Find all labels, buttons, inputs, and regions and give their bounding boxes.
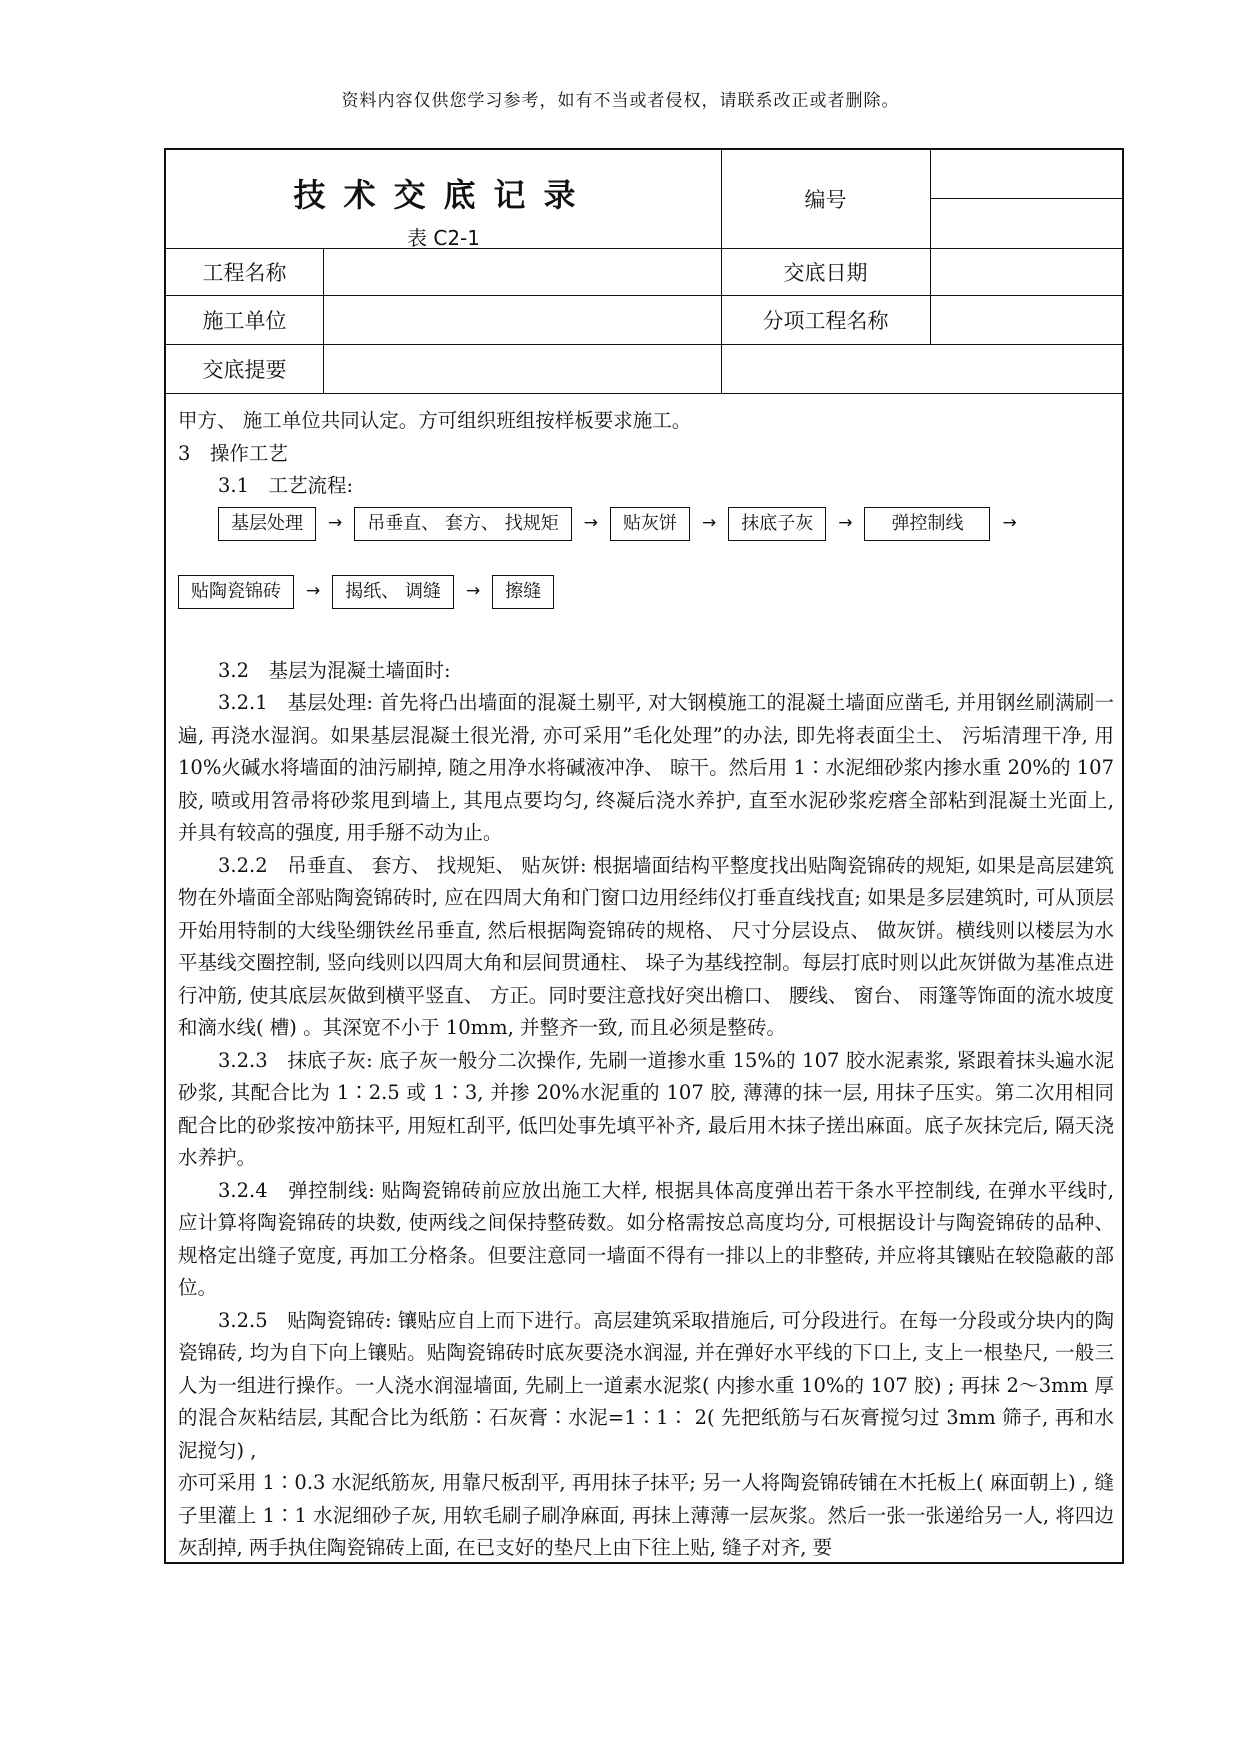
record-form — [164, 148, 1124, 1564]
number-label: 编号 — [804, 188, 847, 212]
contractor-label: 施工单位 — [202, 308, 287, 333]
arrow-icon: → — [701, 513, 717, 534]
section-heading: 3.1 工艺流程: — [218, 474, 354, 497]
paragraph: 3.2.3 抹底子灰: 底子灰一般分二次操作, 先刷一道掺水重 15%的 107 胶水泥素浆, 紧跟着抹头遍水泥砂浆, 其配合比为 1∶2.5 或 1∶3, 并掺 20%水泥重的 107 胶, 薄薄的抹一层, 用抹子压实。第二次用相同配合比的砂浆按冲筋抹平, 用短杠刮平, 低凹处事先填平补齐, 最后用木抹子搓出麻面。底子灰抹完后, 隔天浇水养护。 — [178, 1048, 1114, 1169]
divider — [930, 150, 931, 344]
divider — [930, 198, 1124, 199]
flow-step: 吊垂直、 套方、 找规矩 — [354, 507, 571, 541]
flow-step: 揭纸、 调缝 — [332, 575, 454, 609]
paragraph: 甲方、 施工单位共同认定。方可组织班组按样板要求施工。 — [178, 409, 692, 432]
flow-step: 弹控制线 — [864, 507, 990, 541]
flow-step: 贴陶瓷锦砖 — [178, 575, 294, 609]
section-heading: 3.2 基层为混凝土墙面时: — [218, 658, 451, 682]
arrow-icon: → — [1002, 513, 1017, 534]
process-flow-row — [178, 575, 1114, 609]
summary-label: 交底提要 — [202, 357, 287, 382]
paragraph: 3.2.4 弹控制线: 贴陶瓷锦砖前应放出施工大样, 根据具体高度弹出若干条水平控制线, 在弹水平线时, 应计算将陶瓷锦砖的块数, 使两线之间保持整砖数。如分格需按总高度均分, 可根据设计与陶瓷锦砖的品种、 规格定出缝子宽度, 再加工分格条。但要注意同一墙面不得有一排以上的非整砖, 并应将其镶贴在较隐蔽的部位。 — [178, 1178, 1114, 1299]
disclaimer: 资料内容仅供您学习参考，如有不当或者侵权，请联系改正或者删除。 — [341, 91, 900, 111]
paragraph: 3.2.5 贴陶瓷锦砖: 镶贴应自上而下进行。高层建筑采取措施后, 可分段进行。在每一分段或分块内的陶瓷锦砖, 均为自下向上镶贴。贴陶瓷锦砖时底灰要浇水润湿, 并在弹好水平线的下口上, 支上一根垫尺, 一般三人为一组进行操作。一人浇水润湿墙面, 先刷上一道素水泥浆( 内掺水重 10%的 107 胶) ; 再抹 2～3mm 厚的混合灰粘结层, 其配合比为纸筋∶石灰膏∶水泥=1∶1∶ 2( 先把纸筋与石灰膏搅匀过 3mm 筛子, 再和水泥搅匀) , — [178, 1308, 1114, 1462]
disclosure-content — [178, 405, 1114, 1565]
section-heading: 3 操作工艺 — [178, 441, 288, 465]
divider — [166, 393, 1124, 394]
arrow-icon: → — [465, 581, 481, 602]
flow-step: 擦缝 — [492, 575, 554, 609]
form-title: 技术交底记录 — [293, 176, 594, 214]
paragraph: 3.2.2 吊垂直、 套方、 找规矩、 贴灰饼: 根据墙面结构平整度找出贴陶瓷锦砖的规矩, 如果是高层建筑物在外墙面全部贴陶瓷锦砖时, 应在四周大角和门窗口边用经纬仪打垂直线找直; 如果是多层建筑时, 可从顶层开始用特制的大线坠绷铁丝吊垂直, 然后根据陶瓷锦砖的规格、 尺寸分层设点、 做灰饼。横线则以楼层为水平基线交圈控制, 竖向线则以四周大角和层间贯通柱、 垛子为基线控制。每层打底时则以此灰饼做为基准点进行冲筋, 使其底层灰做到横平竖直、 方正。同时要注意找好突出檐口、 腰线、 窗台、 雨篷等饰面的流水坡度和滴水线( 槽) 。其深宽不小于 10mm, 并整齐一致, 而且必须是整砖。 — [178, 853, 1114, 1039]
arrow-icon: → — [328, 513, 343, 534]
flow-step: 贴灰饼 — [610, 507, 690, 541]
arrow-icon: → — [583, 513, 598, 534]
paragraph: 亦可采用 1∶0.3 水泥纸筋灰, 用靠尺板刮平, 再用抹子抹平; 另一人将陶瓷锦砖铺在木托板上( 麻面朝上) , 缝子里灌上 1∶1 水泥细砂子灰, 用软毛刷子刷净麻面, 再抹上薄薄一层灰浆。然后一张一张递给另一人, 将四边灰刮掉, 两手执住陶瓷锦砖上面, 在已支好的垫尺上由下往上贴, 缝子对齐, 要 — [178, 1471, 1114, 1559]
paragraph: 3.2.1 基层处理: 首先将凸出墙面的混凝土剔平, 对大钢模施工的混凝土墙面应凿毛, 并用钢丝刷满刷一遍, 再浇水湿润。如果基层混凝土很光滑, 亦可采用”毛化处理”的办法, 即先将表面尘土、 污垢清理干净, 用 10%火碱水将墙面的油污刷掉, 随之用净水将碱液冲净、 晾干。然后用 1∶水泥细砂浆内掺水重 20%的 107 胶, 喷或用笤帚将砂浆甩到墙上, 其甩点要均匀, 终凝后浇水养护, 直至水泥砂浆疙瘩全部粘到混凝土光面上, 并具有较高的强度, 用手掰不动为止。 — [178, 691, 1114, 844]
flow-step: 基层处理 — [218, 507, 316, 541]
form-number: 表 C2-1 — [407, 226, 480, 250]
arrow-icon: → — [838, 513, 853, 534]
project-name-label: 工程名称 — [202, 260, 287, 285]
date-label: 交底日期 — [783, 260, 868, 285]
subitem-label: 分项工程名称 — [762, 308, 889, 333]
divider — [323, 248, 324, 394]
arrow-icon: → — [306, 581, 321, 602]
flow-step: 抹底子灰 — [728, 507, 826, 541]
process-flow-row — [218, 507, 1114, 541]
